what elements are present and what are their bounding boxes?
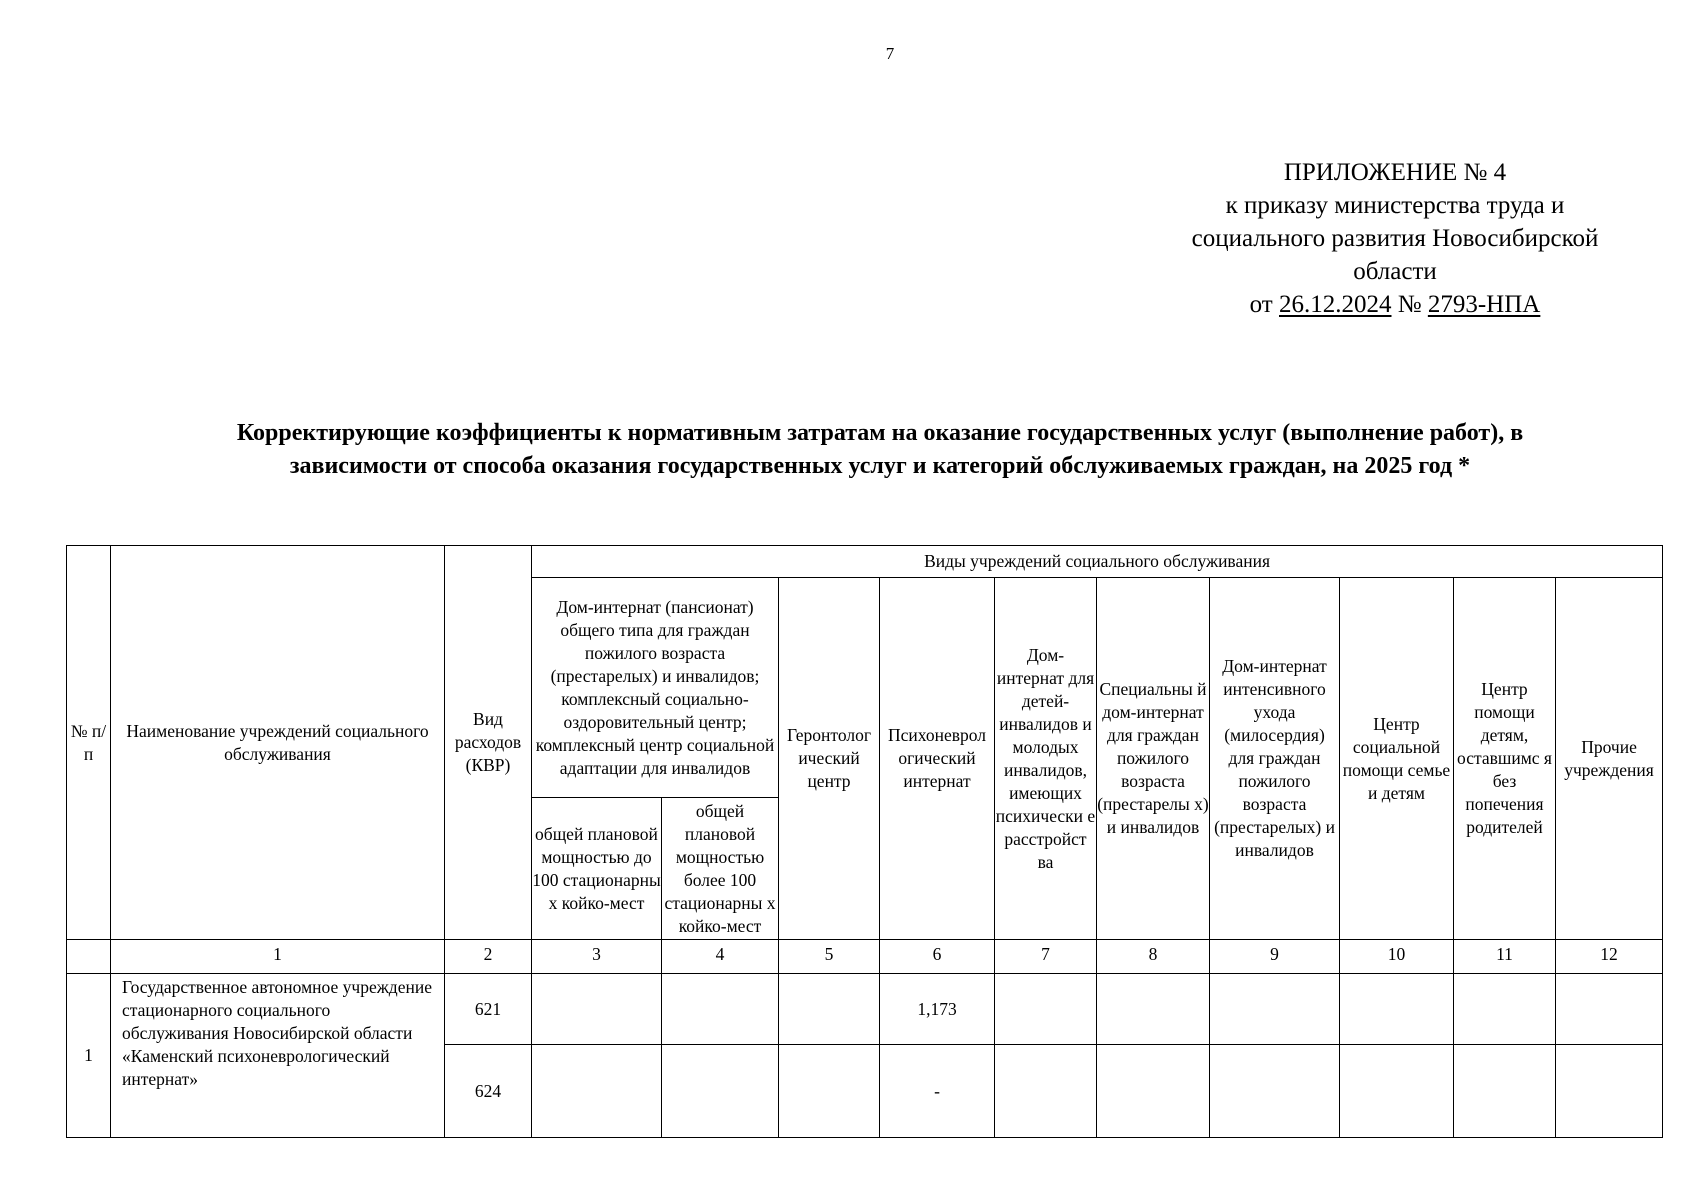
header-types: Виды учреждений социального обслуживания <box>532 546 1663 578</box>
column-number: 7 <box>995 940 1097 974</box>
cell-col9 <box>1210 974 1340 1045</box>
cell-col5 <box>779 1045 880 1138</box>
column-number: 6 <box>880 940 995 974</box>
header-col10: Центр социальной помощи семье и детям <box>1340 578 1454 940</box>
row-num: 1 <box>67 974 111 1138</box>
cell-col4 <box>662 974 779 1045</box>
page-number: 7 <box>885 44 895 63</box>
cell-kvr: 621 <box>445 974 532 1045</box>
header-col9: Дом-интернат интенсивного ухода (милосердия) для граждан пожилого возраста (престарелых) и инвалидов <box>1210 578 1340 940</box>
table-row <box>67 974 1663 1045</box>
document-title-line: зависимости от способа оказания государственных услуг и категорий обслуживаемых граждан, на 2025 год * <box>289 453 1471 479</box>
order-number: 2793-НПА <box>1427 291 1541 318</box>
column-number: 9 <box>1210 940 1340 974</box>
cell-col11 <box>1454 1045 1556 1138</box>
header-col6: Психоневрол огический интернат <box>880 578 995 940</box>
appendix-date-line <box>1150 288 1640 321</box>
cell-col7 <box>995 974 1097 1045</box>
cell-col11 <box>1454 974 1556 1045</box>
coefficients-table <box>66 545 1663 1138</box>
column-number: 10 <box>1340 940 1454 974</box>
cell-col10 <box>1340 1045 1454 1138</box>
document-title-line: Корректирующие коэффициенты к нормативным затратам на оказание государственных услуг (выполнение работ), в <box>236 420 1524 446</box>
cell-col6: - <box>880 1045 995 1138</box>
header-num: № п/п <box>67 546 111 940</box>
header-col7: Дом-интернат для детей-инвалидов и молодых инвалидов, имеющих психически е расстройст ва <box>995 578 1097 940</box>
cell-col5 <box>779 974 880 1045</box>
order-date: 26.12.2024 <box>1279 291 1392 318</box>
column-number: 12 <box>1556 940 1663 974</box>
appendix-line: социального развития Новосибирской <box>1191 225 1599 252</box>
cell-col3 <box>532 1045 662 1138</box>
appendix-title: ПРИЛОЖЕНИЕ № 4 <box>1283 159 1507 186</box>
header-col12: Прочие учреждения <box>1556 578 1663 940</box>
header-col11: Центр помощи детям, оставшимс я без попечения родителей <box>1454 578 1556 940</box>
document-title <box>60 417 1697 483</box>
header-boarding: Дом-интернат (пансионат) общего типа для граждан пожилого возраста (престарелых) и инвалидов; комплексный социально-оздоровительный центр; комплексный центр социальной адаптации для инвалидов <box>532 578 779 798</box>
cell-col7 <box>995 1045 1097 1138</box>
column-number: 1 <box>111 940 445 974</box>
header-col5: Геронтолог ический центр <box>779 578 880 940</box>
appendix-line: области <box>1353 258 1437 285</box>
column-number: 2 <box>445 940 532 974</box>
column-number-blank <box>67 940 111 974</box>
cell-col9 <box>1210 1045 1340 1138</box>
date-prefix: от <box>1249 291 1273 318</box>
cell-col4 <box>662 1045 779 1138</box>
cell-col8 <box>1097 974 1210 1045</box>
header-col8: Специальны й дом-интернат для граждан пожилого возраста (престарелы х) и инвалидов <box>1097 578 1210 940</box>
cell-col10 <box>1340 974 1454 1045</box>
column-number: 3 <box>532 940 662 974</box>
header-name: Наименование учреждений социального обслуживания <box>111 546 445 940</box>
cell-kvr: 624 <box>445 1045 532 1138</box>
cell-col12 <box>1556 1045 1663 1138</box>
column-number: 11 <box>1454 940 1556 974</box>
cell-col6: 1,173 <box>880 974 995 1045</box>
cell-col3 <box>532 974 662 1045</box>
appendix-block <box>1150 156 1640 321</box>
column-number: 5 <box>779 940 880 974</box>
column-number: 4 <box>662 940 779 974</box>
column-number: 8 <box>1097 940 1210 974</box>
header-kvr: Вид расходов (КВР) <box>445 546 532 940</box>
appendix-line: к приказу министерства труда и <box>1225 192 1565 219</box>
cell-col12 <box>1556 974 1663 1045</box>
cell-col8 <box>1097 1045 1210 1138</box>
institution-name: Государственное автономное учреждение стационарного социального обслуживания Новосибирской области «Каменский психоневрологический интернат» <box>111 974 445 1138</box>
header-col3: общей плановой мощностью до 100 стационарны х койко-мест <box>532 798 662 940</box>
number-sign: № <box>1397 291 1422 318</box>
header-col4: общей плановой мощностью более 100 стационарны х койко-мест <box>662 798 779 940</box>
